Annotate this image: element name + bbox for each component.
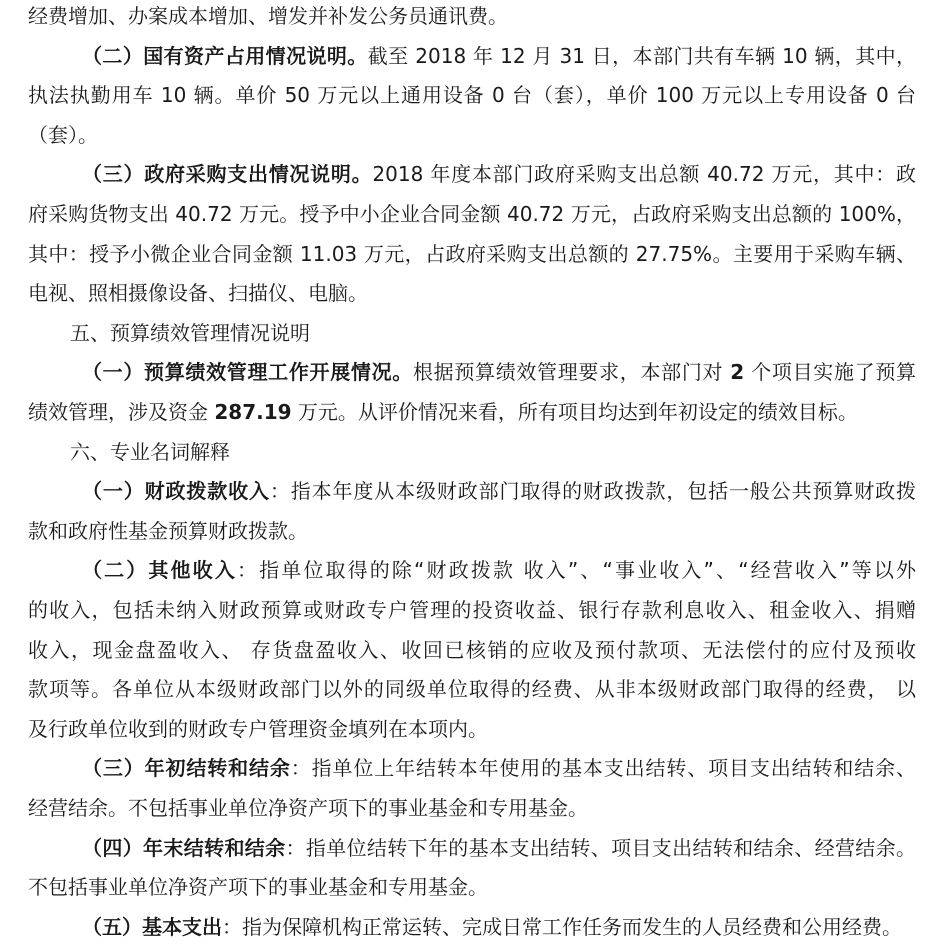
text-run: 及行政单位收到的财政专户管理资金填列在本项内。 — [28, 716, 488, 741]
paragraph-line — [28, 397, 916, 427]
text-run: 绩效管理，涉及资金 — [28, 400, 215, 424]
text-run: 电视、照相摄像设备、扫描仪、电脑。 — [28, 281, 368, 306]
bold-text-run: 2 — [730, 360, 745, 385]
paragraph-line — [28, 635, 916, 665]
paragraph-line — [82, 753, 916, 783]
bold-text-run: （四）年末结转和结余 — [82, 835, 286, 860]
paragraph-line — [82, 41, 916, 71]
text-run: 经营结余。不包括事业单位净资产项下的事业基金和专用基金。 — [28, 796, 588, 820]
paragraph-line — [28, 199, 916, 229]
paragraph-line — [28, 793, 916, 823]
bold-text-run: 287.19 — [214, 400, 292, 424]
text-run: 六、专业名词解释 — [70, 439, 230, 464]
text-run: 其中：授予小微企业合同金额 11.03 万元，占政府采购支出总额的 27.75%。主要用于采购车辆、 — [28, 241, 916, 266]
paragraph-line — [28, 80, 916, 110]
text-run: 2018 年度本部门政府采购支出总额 40.72 万元，其中：政 — [372, 162, 917, 187]
text-run: ：指单位取得的除“财政拨款 收入”、“事业收入”、“经营收入”等以外 — [236, 558, 917, 583]
paragraph-line — [82, 476, 916, 506]
text-run: ：指单位结转下年的基本支出结转、项目支出结转和结余、经营结余。 — [285, 835, 916, 860]
paragraph-line — [28, 278, 916, 308]
text-run: 的收入，包括未纳入财政预算或财政专户管理的投资收益、银行存款利息收入、租金收入、捐赠 — [28, 598, 916, 622]
text-run: ：指单位上年结转本年使用的基本支出结转、项目支出结转和结余、 — [290, 756, 917, 781]
text-run: 五、预算绩效管理情况说明 — [70, 320, 310, 345]
text-run: 万元。从评价情况来看，所有项目均达到年初设定的绩效目标。 — [291, 400, 858, 424]
paragraph-line — [28, 516, 916, 546]
paragraph-line — [28, 1, 916, 31]
paragraph-line — [28, 714, 916, 744]
text-run: 款和政府性基金预算财政拨款。 — [28, 518, 308, 543]
paragraph-line — [28, 674, 916, 704]
bold-text-run: （三）政府采购支出情况说明。 — [82, 162, 373, 187]
text-run: 执法执勤用车 10 辆。单价 50 万元以上通用设备 0 台（套），单价 100 万元以上专用设备 0 台 — [28, 83, 916, 108]
text-run: 个项目实施了预算 — [744, 360, 917, 385]
paragraph-line — [28, 120, 916, 150]
bold-text-run: （一）预算绩效管理工作开展情况。 — [82, 360, 413, 385]
bold-text-run: （三）年初结转和结余 — [82, 756, 291, 781]
section-heading-line — [70, 318, 916, 348]
bold-text-run: （一）财政拨款收入 — [82, 479, 270, 504]
text-run: 府采购货物支出 40.72 万元。授予中小企业合同金额 40.72 万元，占政府采购支出总额的 100%， — [28, 202, 916, 226]
paragraph-line — [82, 159, 916, 189]
text-run: 根据预算绩效管理要求，本部门对 — [412, 360, 731, 385]
text-run: 款项等。各单位从本级财政部门以外的同级单位取得的经费、从非本级财政部门取得的经费， 以 — [28, 677, 916, 702]
text-run: 收入，现金盘盈收入、 存货盘盈收入、收回已核销的应收及预付款项、无法偿付的应付及预收 — [28, 637, 916, 662]
text-run: （套）。 — [28, 122, 98, 147]
bold-text-run: （二）其他收入 — [82, 558, 237, 583]
paragraph-line — [82, 833, 916, 863]
bold-text-run: （二）国有资产占用情况说明。 — [82, 43, 368, 68]
bold-text-run: （五）基本支出 — [82, 914, 222, 939]
paragraph-line — [82, 555, 916, 585]
text-run: 不包括事业单位净资产项下的事业基金和专用基金。 — [28, 875, 488, 900]
paragraph-line — [28, 239, 916, 269]
text-run: ：指本年度从本级财政部门取得的财政拨款，包括一般公共预算财政拨 — [269, 479, 917, 504]
paragraph-line — [82, 912, 916, 942]
paragraph-line — [28, 595, 916, 625]
paragraph-line — [82, 357, 916, 387]
paragraph-line — [28, 872, 916, 902]
text-run: 经费增加、办案成本增加、增发并补发公务员通讯费。 — [28, 4, 508, 28]
text-run: 截至 2018 年 12 月 31 日，本部门共有车辆 10 辆，其中， — [367, 43, 917, 68]
text-run: ：指为保障机构正常运转、完成日常工作任务而发生的人员经费和公用经费。 — [222, 914, 902, 939]
section-heading-line — [70, 437, 916, 467]
